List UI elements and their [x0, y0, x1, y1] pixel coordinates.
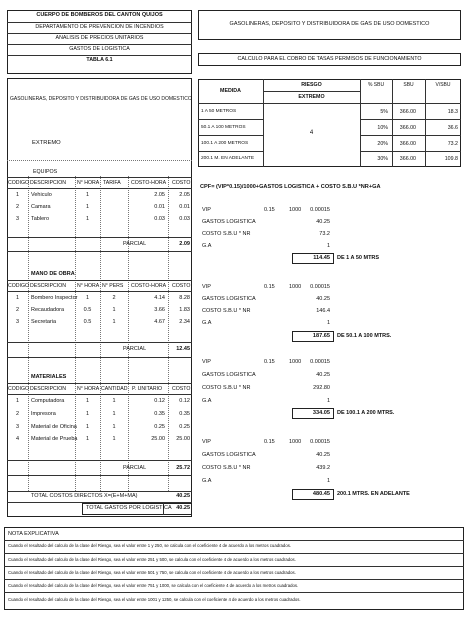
divider: [7, 491, 192, 492]
materiales-row-costo: 25.00: [176, 436, 190, 442]
equipos-row-hora: 1: [85, 204, 90, 210]
equipos-row-costo-hora: 2.05: [154, 192, 165, 198]
mano-row-pers: 2: [112, 295, 116, 301]
divider: [7, 394, 192, 395]
rate-header-pct: % SBU: [367, 82, 385, 88]
materiales-row-costo: 0.12: [179, 398, 190, 404]
calc-div: 1000: [289, 359, 302, 365]
rate-row-sbu: 366.00: [399, 125, 416, 131]
equipos-row-desc: Tablero: [31, 216, 50, 222]
materiales-row-cantidad: 1: [112, 436, 116, 442]
rate-row-divider: [198, 135, 263, 136]
calc-total: 334.05: [312, 410, 330, 416]
equipos-header-hora: N° HORA: [77, 180, 100, 186]
calc-range: 200.1 MTRS. EN ADELANTE: [337, 491, 410, 497]
rate-row-vsbu: 73.2: [447, 141, 458, 147]
note-line: Cuando el resultado del calculo de la clase del Riesgo, sea el valor entre 1 y 250, se calcula con el coeficiente 4 de acuerdo a los metros cuadrados.: [8, 543, 292, 548]
mano-row-costo-hora: 4.67: [154, 319, 165, 325]
mano-row-costo: 1.83: [179, 307, 190, 313]
equipos-row-hora: 1: [85, 192, 90, 198]
calc-total: 187.65: [312, 333, 330, 339]
total-logistica-label: TOTAL GASTOS POR LOGISTICA: [86, 505, 172, 511]
calc-sbu-value: 292.80: [313, 385, 330, 391]
calc-factor: 0.15: [264, 207, 275, 213]
col-divider: [168, 176, 169, 491]
left-subtitle: GASOLINERAS, DEPOSITO Y DISTRIBUIDORA DE GAS DE USO DOMESTICO: [10, 96, 192, 102]
rate-row-pct: 20%: [377, 141, 388, 147]
calc-factor: 0.15: [264, 284, 275, 290]
equipos-row-costo: 0.03: [179, 216, 190, 222]
equipos-header-costo-hora: COSTO-HORA: [131, 180, 167, 186]
rate-row-pct: 10%: [377, 125, 388, 131]
calc-sbu-label: COSTO S.B.U * NR: [202, 308, 251, 314]
calc-ga-value: 1: [326, 398, 330, 404]
divider: [4, 540, 464, 541]
col-divider: [100, 176, 101, 491]
mano-row-code: 1: [15, 295, 20, 301]
materiales-row-cantidad: 1: [112, 398, 116, 404]
materiales-row-cantidad: 1: [112, 411, 116, 417]
cpf-formula: [200, 185, 381, 191]
calc-vip-value: 0.00015: [310, 207, 330, 213]
calc-vip-value: 0.00015: [310, 284, 330, 290]
divider: [7, 357, 192, 358]
materiales-row-code: 2: [15, 411, 20, 417]
calc-gl-label: GASTOS LOGISTICA: [202, 296, 256, 302]
mano-parcial-label: PARCIAL: [123, 346, 147, 352]
calc-sbu-label: COSTO S.B.U * NR: [202, 231, 251, 237]
divider: [7, 291, 192, 292]
mano-row-desc: Bombero Inspector: [31, 295, 78, 301]
calc-div: 1000: [289, 439, 302, 445]
rate-row-divider: [198, 119, 263, 120]
equipos-header-descripcion: DESCRIPCION: [30, 180, 67, 186]
divider: [7, 44, 192, 45]
divider: [7, 383, 192, 384]
materiales-row-cantidad: 1: [112, 424, 116, 430]
calc-range: DE 100.1 A 200 MTRS.: [337, 410, 395, 416]
materiales-row-hora: 1: [85, 398, 90, 404]
materiales-row-unitario: 0.25: [154, 424, 165, 430]
mano-header-hora: N° HORA: [77, 283, 100, 289]
rate-row-vsbu: 18.3: [447, 109, 458, 115]
equipos-row-costo: 0.01: [179, 204, 190, 210]
calc-gl-value: 40.25: [316, 372, 330, 378]
equipos-row-costo-hora: 0.03: [154, 216, 165, 222]
equipos-row-costo-hora: 0.01: [154, 204, 165, 210]
calc-ga-label: G.A: [202, 320, 212, 326]
rate-title: CALCULO PARA EL COBRO DE TASAS PERMISOS DE FUNCIONAMIENTO: [237, 56, 422, 62]
calc-range: DE 50.1 A 100 MTRS.: [337, 333, 392, 339]
rate-riesgo-level: EXTREMO: [298, 94, 325, 100]
divider: [7, 177, 192, 178]
rate-header-divider: [263, 91, 360, 92]
calc-sbu-value: 73.2: [319, 231, 330, 237]
mano-parcial-value: 12.45: [176, 346, 190, 352]
mano-row-hora: 0.5: [83, 319, 92, 325]
total-logistica-value: 40.25: [176, 505, 190, 511]
divider: [7, 55, 192, 56]
note-line: Cuando el resultado del calculo de la clase del Riesgo, sea el valor entre 1001 y 1250, se calcula con el coeficiente 4 de acuerdo a los metros cuadrados.: [8, 597, 301, 602]
rate-row-divider: [360, 151, 461, 152]
rate-header-riesgo: RIESGO: [301, 82, 322, 88]
rate-header-vsbu: V/SBU: [435, 82, 451, 88]
equipos-row-costo: 2.05: [179, 192, 190, 198]
rate-row-medida: 50.1 A 100 METROS: [201, 125, 246, 130]
calc-div: 1000: [289, 207, 302, 213]
mano-row-costo-hora: 4.14: [154, 295, 165, 301]
calc-sbu-label: COSTO S.B.U * NR: [202, 465, 251, 471]
equipos-row-hora: 1: [85, 216, 90, 222]
rate-row-medida: 1 A 50 METROS: [201, 109, 237, 114]
calc-gl-label: GASTOS LOGISTICA: [202, 452, 256, 458]
col-divider: [128, 176, 129, 491]
mano-row-hora: 0.5: [83, 307, 92, 313]
calc-gl-value: 40.25: [316, 296, 330, 302]
divider: [7, 342, 192, 343]
analysis-title: ANALISIS DE PRECIOS UNITARIOS: [55, 35, 144, 41]
calc-vip-value: 0.00015: [310, 359, 330, 365]
rate-header-medida: MEDIDA: [220, 88, 241, 94]
col-divider: [75, 176, 76, 491]
mano-row-costo: 2.34: [179, 319, 190, 325]
materiales-row-costo: 0.35: [179, 411, 190, 417]
rate-header-sbu: SBU: [403, 82, 414, 88]
mano-header-costo-hora: COSTO-HORA: [131, 283, 167, 289]
mano-row-code: 2: [15, 307, 20, 313]
materiales-row-unitario: 0.12: [154, 398, 165, 404]
materiales-header-hora: N° HORA: [77, 386, 100, 392]
calc-total: 114.45: [313, 255, 330, 261]
right-title: GASOLINERAS, DEPOSITO Y DISTRIBUIDORA DE GAS DE USO DOMESTICO: [229, 21, 430, 27]
materiales-row-desc: Material de Prueba: [31, 436, 78, 442]
mano-title: MANO DE OBRA: [31, 271, 75, 277]
rate-row-sbu: 366.00: [399, 156, 416, 162]
left-header-box: [7, 10, 192, 74]
materiales-row-desc: Material de Oficina: [31, 424, 77, 430]
rate-row-pct: 5%: [380, 109, 388, 115]
equipos-title: EQUIPOS: [33, 169, 58, 175]
mano-header-codigo: CODIGO: [8, 283, 30, 289]
calc-vip-label: VIP: [202, 359, 211, 365]
divider: [7, 160, 192, 161]
divider: [4, 553, 464, 554]
divider: [7, 280, 192, 281]
rate-col-divider: [425, 79, 426, 167]
note-line: Cuando el resultado del calculo de la clase del Riesgo, sea el valor entre 501 y 750, se calcula con el coeficiente 4 de acuerdo a los metros cuadrados.: [8, 570, 296, 575]
equipos-parcial-label: PARCIAL: [123, 241, 147, 247]
divider: [4, 579, 464, 580]
rate-row-divider: [360, 135, 461, 136]
mano-header-costo: COSTO: [172, 283, 191, 289]
materiales-row-desc: Impresora: [31, 411, 56, 417]
equipos-row-desc: Camara: [31, 204, 51, 210]
calc-vip-label: VIP: [202, 207, 211, 213]
calc-vip-label: VIP: [202, 284, 211, 290]
mano-row-costo: 8.28: [179, 295, 190, 301]
calc-gl-value: 40.25: [316, 219, 330, 225]
calc-gl-value: 40.25: [316, 452, 330, 458]
rate-riesgo-code: 4: [309, 130, 314, 136]
note-line: Cuando el resultado del calculo de la clase del Riesgo, sea el valor entre 251 y 500, se calcula con el coeficiente 4 de acuerdo a los metros cuadrados.: [8, 557, 296, 562]
calc-ga-value: 1: [326, 478, 330, 484]
rate-col-divider: [263, 79, 264, 167]
materiales-row-hora: 1: [85, 436, 90, 442]
calc-vip-label: VIP: [202, 439, 211, 445]
divider: [7, 33, 192, 34]
dept-name: DEPARTAMENTO DE PREVENCION DE INCENDIOS: [35, 24, 164, 30]
rate-row-sbu: 366.00: [399, 141, 416, 147]
mano-header-pers: N° PERS: [102, 283, 124, 289]
divider: [4, 566, 464, 567]
calc-div: 1000: [289, 284, 302, 290]
divider: [7, 251, 192, 252]
rate-row-pct: 30%: [377, 156, 388, 162]
divider: [7, 22, 192, 23]
equipos-row-desc: Vehiculo: [31, 192, 52, 198]
notes-title: NOTA EXPLICATIVA: [8, 531, 59, 537]
calc-gl-label: GASTOS LOGISTICA: [202, 219, 256, 225]
rate-row-vsbu: 36.6: [447, 125, 458, 131]
materiales-row-unitario: 25.00: [151, 436, 165, 442]
materiales-header-unitario: P. UNITARIO: [132, 386, 163, 392]
calc-sbu-value: 146.4: [316, 308, 330, 314]
mano-row-hora: 1: [85, 295, 90, 301]
materiales-title: MATERIALES: [31, 374, 67, 380]
col-divider: [28, 176, 29, 491]
materiales-row-hora: 1: [85, 411, 90, 417]
rate-row-vsbu: 109.8: [444, 156, 458, 162]
mano-row-desc: Recaudadora: [31, 307, 65, 313]
mano-row-pers: 1: [112, 307, 116, 313]
total-directos-value: 40.25: [176, 493, 190, 499]
rate-col-divider: [392, 79, 393, 167]
mano-row-costo-hora: 3.66: [154, 307, 165, 313]
rate-header-divider: [198, 103, 461, 104]
materiales-row-code: 4: [15, 436, 20, 442]
materiales-parcial-value: 25.72: [176, 465, 190, 471]
mano-row-pers: 1: [112, 319, 116, 325]
calc-ga-value: 1: [326, 243, 330, 249]
risk-label: EXTREMO: [32, 140, 61, 146]
rate-row-divider: [198, 151, 263, 152]
divider: [4, 592, 464, 593]
calc-factor: 0.15: [264, 359, 275, 365]
calc-sbu-label: COSTO S.B.U * NR: [202, 385, 251, 391]
materiales-row-code: 3: [15, 424, 20, 430]
materiales-header-descripcion: DESCRIPCION: [30, 386, 67, 392]
equipos-header-tarifa: TARIFA: [103, 180, 121, 186]
note-line: Cuando el resultado del calculo de la clase del Riesgo, sea el valor entre 751 y 1000, se calcula con el coeficiente 4 de acuerdo a los metros cuadrados.: [8, 583, 299, 588]
divider: [7, 188, 192, 189]
rate-row-divider: [360, 119, 461, 120]
mano-header-descripcion: DESCRIPCION: [30, 283, 67, 289]
materiales-row-hora: 1: [85, 424, 90, 430]
divider: [7, 475, 192, 476]
calc-gl-label: GASTOS LOGISTICA: [202, 372, 256, 378]
materiales-row-costo: 0.25: [179, 424, 190, 430]
calc-ga-label: G.A: [202, 398, 212, 404]
divider: [7, 237, 192, 238]
calc-ga-label: G.A: [202, 243, 212, 249]
equipos-header-codigo: CODIGO: [8, 180, 30, 186]
equipos-parcial-value: 2.09: [179, 241, 190, 247]
table-number: TABLA 6.1: [86, 57, 113, 63]
equipos-row-code: 2: [15, 204, 20, 210]
equipos-header-costo: COSTO: [172, 180, 191, 186]
rate-row-sbu: 366.00: [399, 109, 416, 115]
materiales-row-unitario: 0.35: [154, 411, 165, 417]
calc-ga-label: G.A: [202, 478, 212, 484]
org-name: CUERPO DE BOMBEROS DEL CANTON QUIJOS: [36, 12, 163, 18]
materiales-header-cantidad: CANTIDAD: [101, 386, 128, 392]
cpf-formula-text: CPF= (VIP*0.15)/1000+GASTOS LOGISTICA + COSTO S.B.U *NR+GA: [200, 184, 381, 190]
mano-row-desc: Secretaria: [31, 319, 57, 325]
equipos-row-code: 3: [15, 216, 20, 222]
materiales-header-costo: COSTO: [172, 386, 191, 392]
rate-col-divider: [360, 79, 361, 167]
calc-range: DE 1 A 50 MTRS: [337, 255, 380, 261]
materiales-parcial-label: PARCIAL: [123, 465, 147, 471]
materiales-row-code: 1: [15, 398, 20, 404]
materiales-header-codigo: CODIGO: [8, 386, 30, 392]
calc-vip-value: 0.00015: [310, 439, 330, 445]
equipos-row-code: 1: [15, 192, 20, 198]
item-title: GASTOS DE LOGISTICA: [69, 46, 130, 52]
mano-row-code: 3: [15, 319, 20, 325]
rate-row-medida: 200.1 M. EN ADELANTE: [201, 156, 255, 161]
rate-row-medida: 100.1 A 200 METROS: [201, 141, 249, 146]
calc-ga-value: 1: [326, 320, 330, 326]
total-directos-label: TOTAL COSTOS DIRECTOS X=(E+M+MA): [31, 493, 138, 499]
divider: [7, 460, 192, 461]
materiales-row-desc: Computadora: [31, 398, 65, 404]
calc-factor: 0.15: [264, 439, 275, 445]
calc-total: 480.45: [312, 491, 330, 497]
calc-sbu-value: 439.2: [316, 465, 330, 471]
